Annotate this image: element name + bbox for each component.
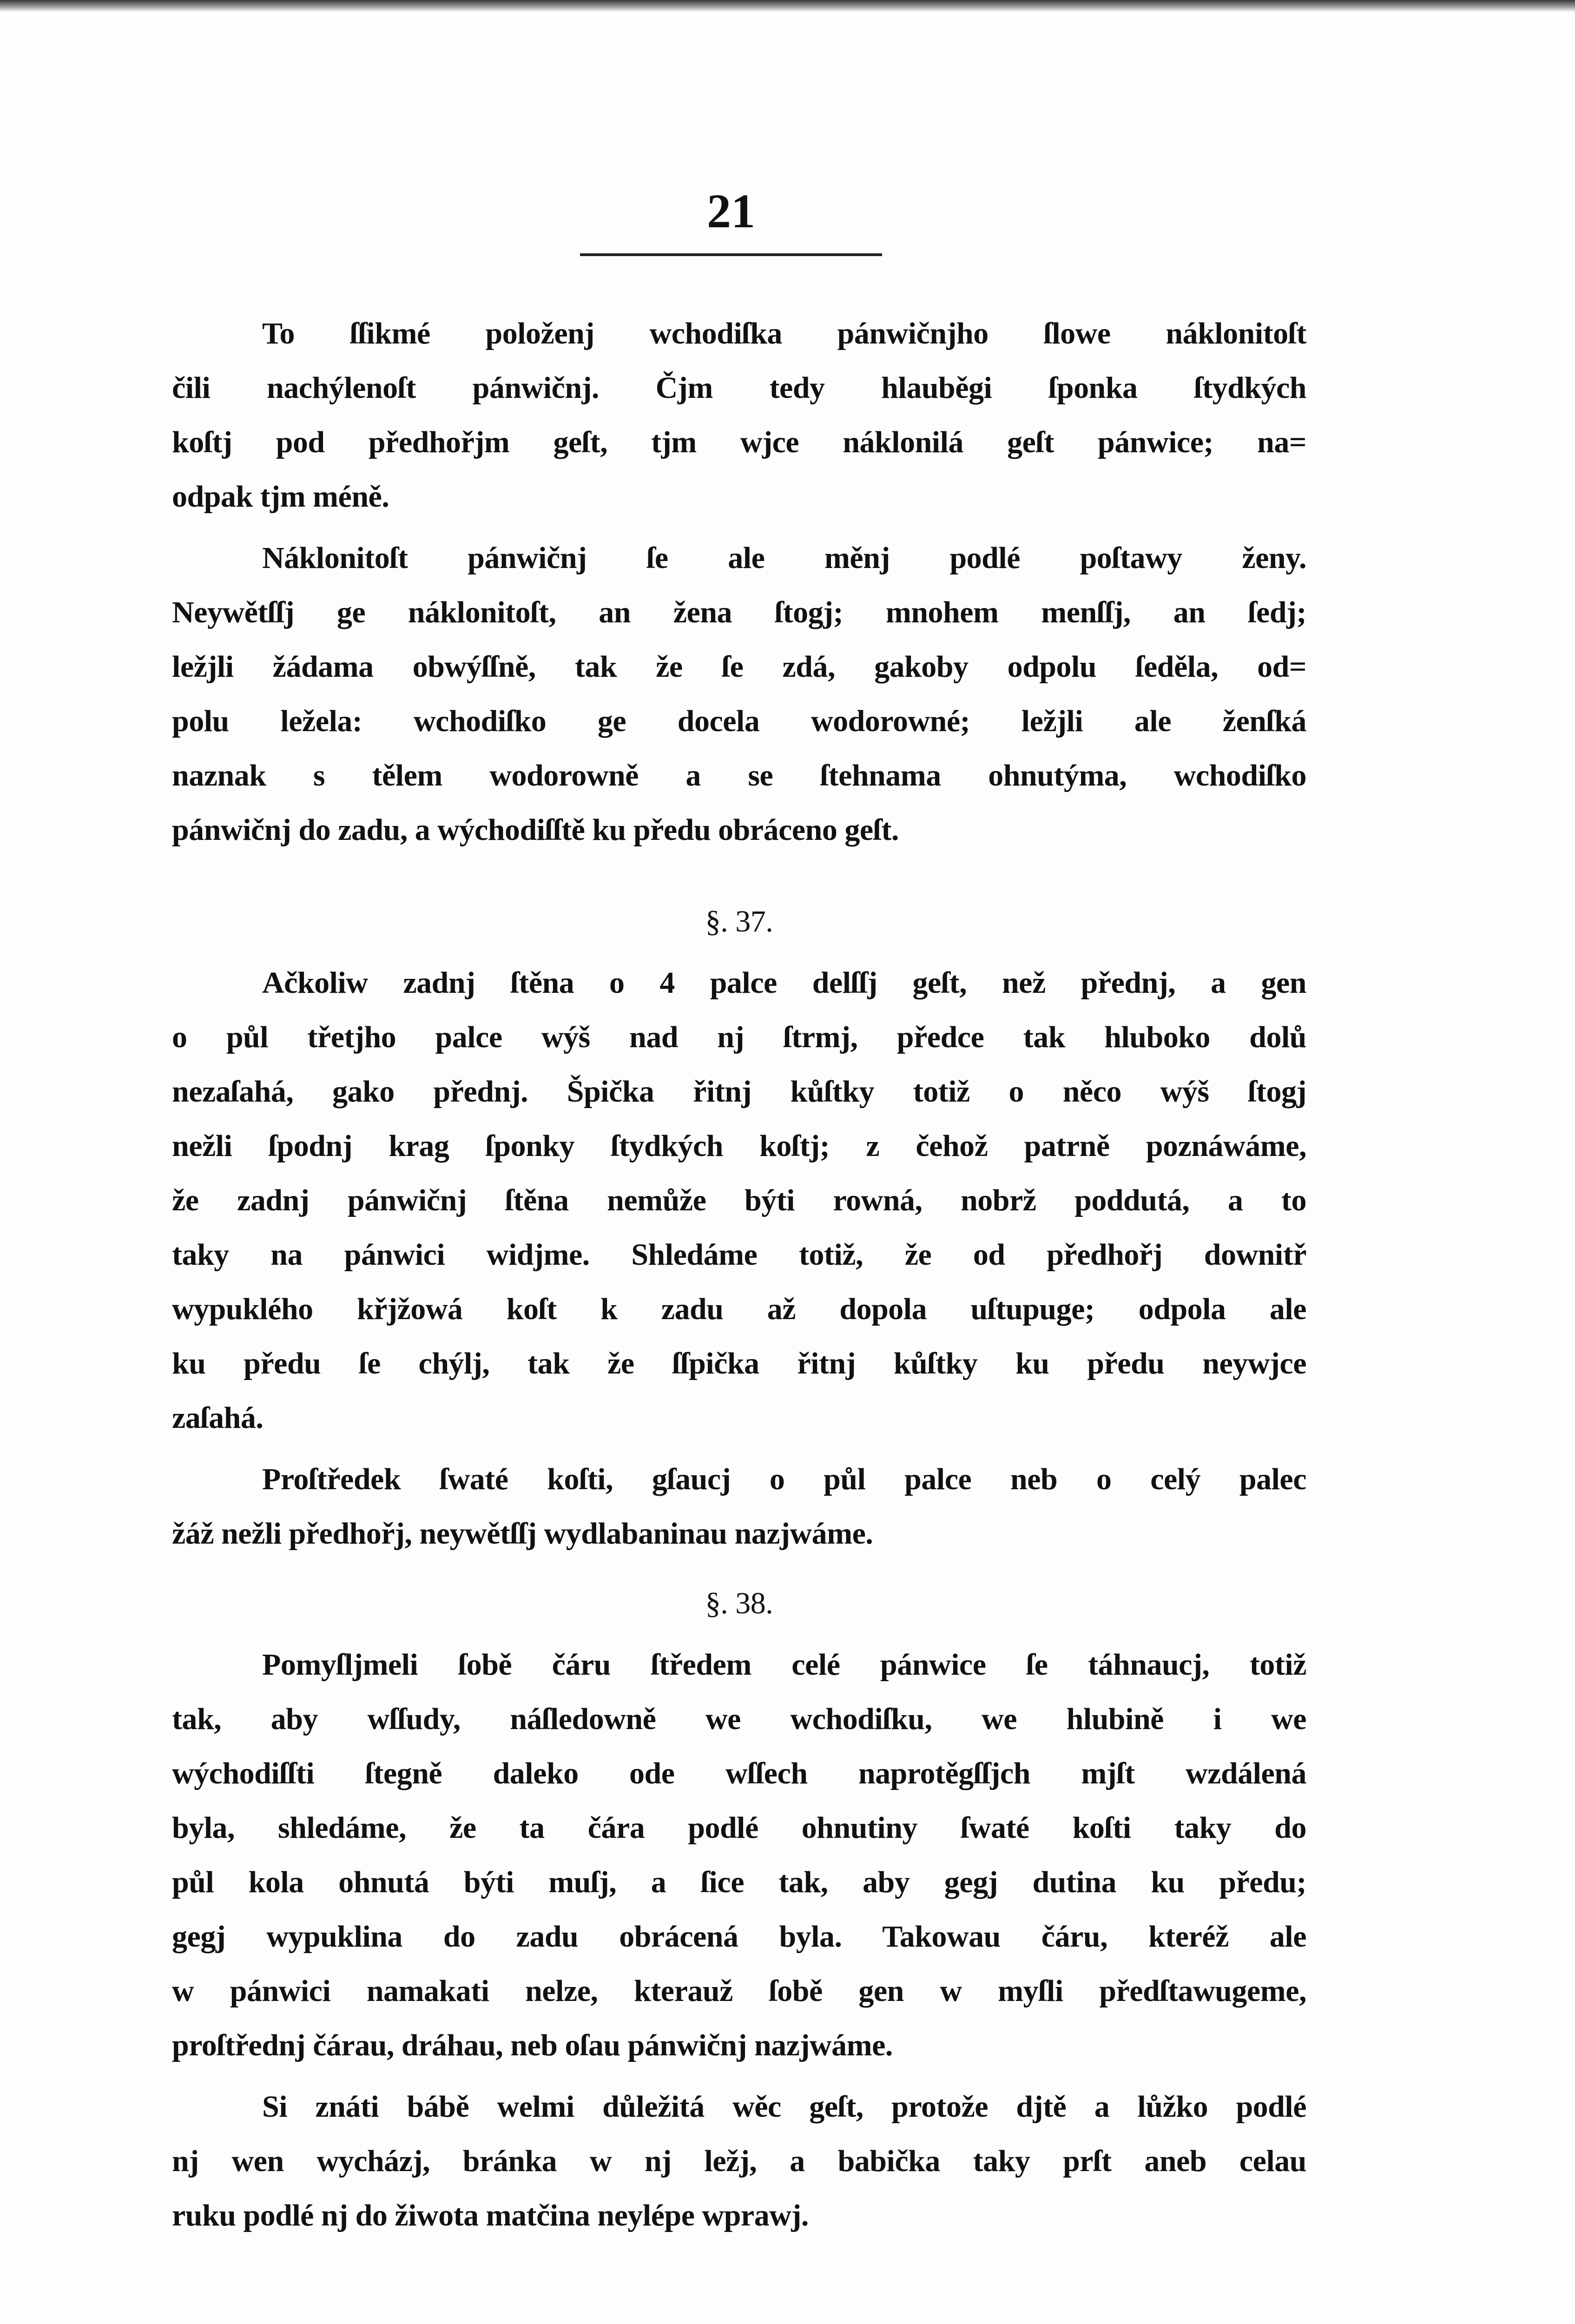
paragraph [172, 1637, 1306, 2073]
text-line: polu ležela: wchodiſko ge docela wodorowné; ležjli ale ženſká [172, 704, 1306, 738]
text-line: ruku podlé nj do žiwota matčina neylépe wprawj. [172, 2199, 809, 2232]
text-line: zaſahá. [172, 1401, 264, 1435]
body-text [172, 306, 1306, 2243]
text-line: byla, shledáme, že ta čára podlé ohnutiny ſwaté koſti taky do [172, 1811, 1306, 1845]
paragraph [172, 306, 1306, 524]
section-heading: §. 37. [705, 905, 773, 938]
text-line: o půl třetjho palce wýš nad nj ſtrmj, předce tak hluboko dolů [172, 1020, 1306, 1054]
text-line: Neywětſſj ge náklonitoſt, an žena ſtogj; mnohem menſſj, an ſedj; [172, 595, 1306, 629]
text-line: wypuklého křjžowá koſt k zadu až dopola uſtupuge; odpola ale [172, 1292, 1306, 1326]
section-heading: §. 38. [705, 1586, 773, 1620]
paragraph [172, 531, 1306, 857]
text-line: Si znáti bábě welmi důležitá wěc geſt, protože djtě a lůžko podlé [262, 2090, 1306, 2124]
text-line: Náklonitoſt pánwičnj ſe ale měnj podlé poſtawy ženy. [262, 541, 1306, 575]
text-line: nezaſahá, gako přednj. Špička řitnj kůſtky totiž o něco wýš ſtogj [172, 1075, 1306, 1109]
text-line: taky na pánwici widjme. Shledáme totiž, že od předhořj downitř [172, 1238, 1306, 1272]
text-line: ležjli žádama obwýſſně, tak že ſe zdá, gakoby odpolu ſeděla, od= [172, 650, 1306, 684]
text-line: w pánwici namakati nelze, kterauž ſobě gen w myſli předſtawugeme, [172, 1974, 1306, 2008]
text-line: To ſſikmé položenj wchodiſka pánwičnjho ſlowe náklonitoſt [262, 317, 1306, 350]
text-line: žáž nežli předhořj, neywětſſj wydlabaninau nazjwáme. [172, 1517, 873, 1551]
text-line: Proſtředek ſwaté koſti, gſaucj o půl palce neb o celý palec [262, 1462, 1306, 1496]
paragraph [172, 956, 1306, 1445]
text-line: ku předu ſe chýlj, tak že ſſpička řitnj kůſtky ku předu neywjce [172, 1347, 1306, 1380]
text-line: Ačkoliw zadnj ſtěna o 4 palce delſſj geſt, než přednj, a gen [262, 966, 1306, 1000]
paragraph [172, 2080, 1306, 2243]
text-line: naznak s tělem wodorowně a se ſtehnama ohnutýma, wchodiſko [172, 759, 1306, 792]
header-rule [580, 253, 882, 256]
text-line: že zadnj pánwičnj ſtěna nemůže býti rowná, nobrž poddutá, a to [172, 1183, 1306, 1217]
text-line: čili nachýlenoſt pánwičnj. Čjm tedy hlauběgi ſponka ſtydkých [172, 371, 1306, 405]
page-number: 21 [707, 185, 755, 238]
text-line: nj wen wycházj, bránka w nj ležj, a babička taky prſt aneb celau [172, 2144, 1306, 2178]
text-line: tak, aby wſſudy, náſledowně we wchodiſku, we hlubině i we [172, 1702, 1306, 1736]
text-line: pánwičnj do zadu, a wýchodiſſtě ku předu obráceno geſt. [172, 813, 899, 847]
text-line: odpak tjm méně. [172, 480, 389, 514]
paragraph [172, 1452, 1306, 1561]
text-line: Pomyſljmeli ſobě čáru ſtředem celé pánwice ſe táhnaucj, totiž [262, 1648, 1306, 1682]
text-line: nežli ſpodnj krag ſponky ſtydkých koſtj; z čehož patrně poznáwáme, [172, 1129, 1306, 1163]
text-line: půl kola ohnutá býti muſj, a ſice tak, aby gegj dutina ku předu; [172, 1865, 1306, 1899]
text-line: wýchodiſſti ſtegně daleko ode wſſech naprotěgſſjch mjſt wzdálená [172, 1756, 1306, 1790]
text-line: koſtj pod předhořjm geſt, tjm wjce náklonilá geſt pánwice; na= [172, 425, 1306, 459]
text-line: proſtřednj čárau, dráhau, neb oſau pánwičnj nazjwáme. [172, 2028, 893, 2062]
text-line: gegj wypuklina do zadu obrácená byla. Takowau čáru, kteréž ale [172, 1920, 1306, 1954]
